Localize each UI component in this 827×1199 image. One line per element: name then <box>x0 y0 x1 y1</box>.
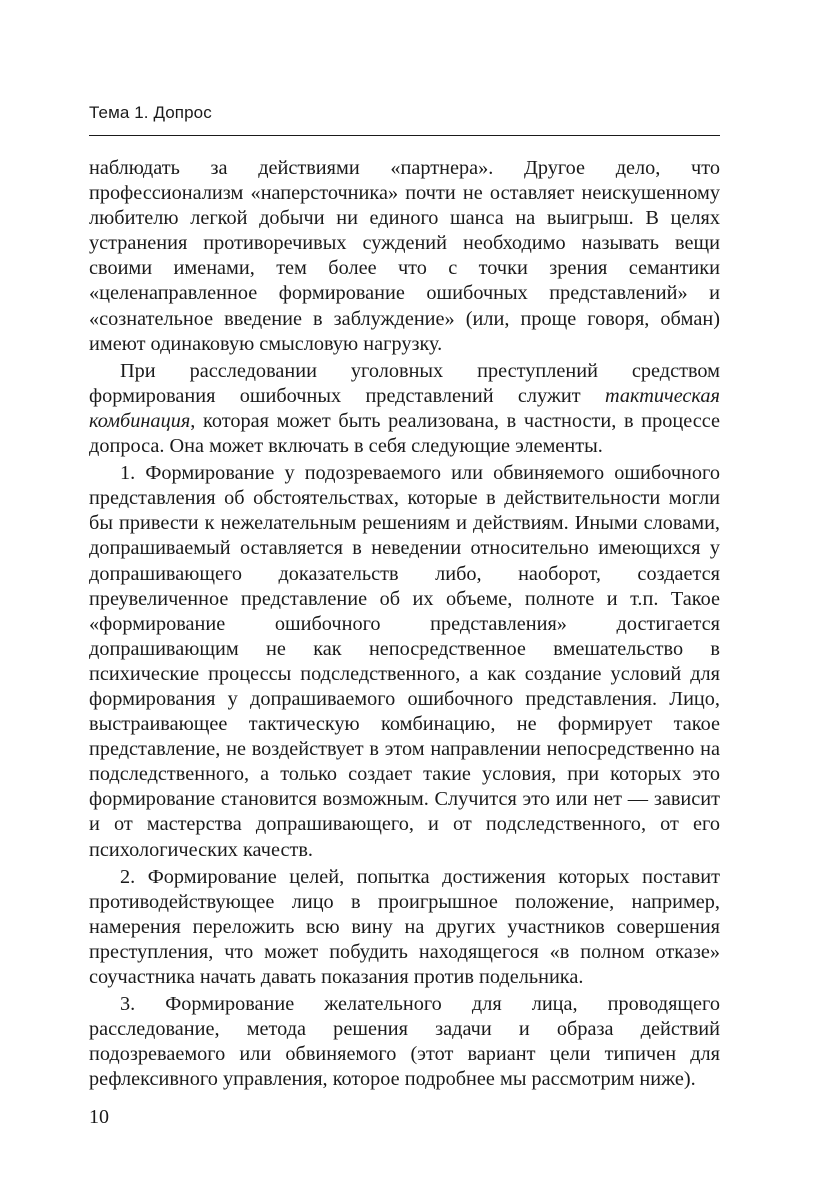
body-text <box>89 156 720 1092</box>
paragraph-continuation: наблюдать за действиями «партнера». Другое дело, что профессионализм «наперсточника» почти не оставляет неискушенному любителю легкой добычи ни единого шанса на выигрыш. В целях устранения противоречивых суждений необходимо называть вещи своими именами, тем более что с точки зрения семантики «целенаправленное формирование ошибочных представлений» и «сознательное введение в заблуждение» (или, проще говоря, обман) имеют одинаковую смысловую нагрузку. <box>89 157 720 355</box>
paragraph-text: , которая может быть реализована, в частности, в процессе допроса. Она может включать в себя следующие элементы. <box>89 409 720 458</box>
emphasis-term: тактическая комбинация <box>89 384 720 432</box>
page-number: 10 <box>89 1106 109 1128</box>
running-head-title: Тема 1. Допрос <box>89 103 212 122</box>
header-divider <box>89 135 720 136</box>
paragraph-tactical-combination <box>89 359 720 459</box>
paragraph-text: При расследовании уголовных преступлений средством формирования ошибочных представлений служит <box>89 359 720 407</box>
list-item-2: 2. Формирование целей, попытка достижения которых поставит противодействующее лицо в проигрышное положение, например, намерения переложить всю вину на других участников совершения преступления, что может побудить находящегося «в полном отказе» соучастника начать давать показания против подельника. <box>89 865 720 988</box>
list-item-1: 1. Формирование у подозреваемого или обвиняемого ошибочного представления об обстоятельствах, которые в действительности могли бы привести к нежелательным решениям и действиям. Иными словами, допрашиваемый оставляется в неведении относительно имеющихся у допрашивающего доказательств либо, наоборот, создается преувеличенное представление об их объеме, полноте и т.п. Такое «формирование ошибочного представления» достигается допрашивающим не как непосредственное вмешательство в психические процессы подследственного, а как создание условий для формирования у допрашиваемого ошибочного представления. Лицо, выстраивающее тактическую комбинацию, не формирует такое представление, не воздействует в этом направлении непосредственно на подследственного, а только создает такие условия, при которых это формирование становится возможным. Случится это или нет — зависит и от мастерства допрашивающего, и от подследственного, от его психологических качеств. <box>89 462 720 861</box>
list-item-3: 3. Формирование желательного для лица, проводящего расследование, метода решения задачи и образа действий подозреваемого или обвиняемого (этот вариант цели типичен для рефлексивного управления, которое подробнее мы рассмотрим ниже). <box>89 993 720 1091</box>
